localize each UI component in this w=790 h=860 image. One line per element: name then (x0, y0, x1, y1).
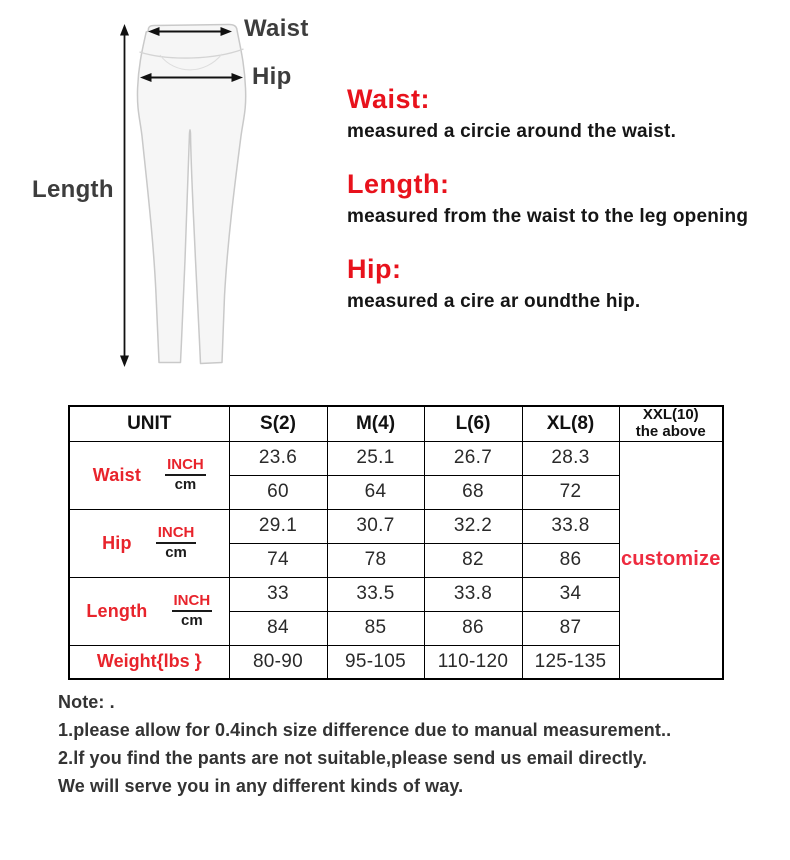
leggings-outline (137, 25, 245, 364)
waist-inch-l: 26.7 (424, 441, 522, 475)
hip-inch-xl: 33.8 (522, 509, 619, 543)
hip-cm-m: 78 (327, 543, 424, 577)
definition-waist (347, 84, 777, 144)
definition-term: Hip: (347, 253, 402, 284)
length-cm-xl: 87 (522, 611, 619, 645)
table-row (69, 441, 723, 475)
notes-title: Note: . (58, 692, 115, 712)
waist-inch-s: 23.6 (229, 441, 327, 475)
hip-cm-s: 74 (229, 543, 327, 577)
diagram-hip-label: Hip (252, 63, 292, 90)
row-label-hip: Hip (102, 532, 132, 553)
length-row-label-cell (69, 577, 229, 645)
definition-description: measured a cire ar oundthe hip. (347, 290, 641, 312)
unit-inch: INCH (165, 457, 206, 477)
row-label-waist: Waist (92, 464, 142, 485)
column-header-xxl (619, 406, 723, 441)
diagram-waist-label: Waist (244, 15, 309, 42)
waist-cm-xl: 72 (522, 475, 619, 509)
unit-inch: INCH (172, 593, 213, 613)
column-header-xxl-line2: the above (635, 422, 706, 440)
length-cm-l: 86 (424, 611, 522, 645)
hip-cm-xl: 86 (522, 543, 619, 577)
waist-inch-xl: 28.3 (522, 441, 619, 475)
row-label-length: Length (86, 600, 148, 621)
notes-line-1: 1.please allow for 0.4inch size difference due to manual measurement.. (58, 720, 672, 740)
hip-inch-s: 29.1 (229, 509, 327, 543)
hip-inch-m: 30.7 (327, 509, 424, 543)
length-inch-xl: 34 (522, 577, 619, 611)
length-inch-l: 33.8 (424, 577, 522, 611)
unit-cm: cm (174, 476, 197, 494)
length-inch-s: 33 (229, 577, 327, 611)
measurement-definitions (347, 84, 777, 338)
weight-l: 110-120 (424, 645, 522, 679)
weight-xl: 125-135 (522, 645, 619, 679)
definition-hip (347, 254, 777, 314)
row-label-weight: Weight{lbs } (69, 645, 229, 679)
notes-line-3: We will serve you in any different kinds of way. (58, 776, 464, 796)
column-header-unit: UNIT (69, 406, 229, 441)
hip-cm-l: 82 (424, 543, 522, 577)
waist-row-label-cell (69, 441, 229, 509)
size-table (68, 405, 724, 680)
column-header-m: M(4) (327, 406, 424, 441)
unit-fraction (165, 457, 206, 494)
waist-cm-m: 64 (327, 475, 424, 509)
waist-cm-s: 60 (229, 475, 327, 509)
definition-description: measured from the waist to the leg opening (347, 205, 749, 227)
unit-cm: cm (180, 612, 203, 630)
length-cm-s: 84 (229, 611, 327, 645)
notes-section (58, 688, 758, 800)
definition-term: Waist: (347, 84, 430, 114)
weight-m: 95-105 (327, 645, 424, 679)
customize-cell: customize (619, 441, 723, 679)
weight-s: 80-90 (229, 645, 327, 679)
column-header-xxl-line1: XXL(10) (642, 406, 699, 423)
table-header-row (69, 406, 723, 441)
unit-cm: cm (165, 544, 187, 562)
unit-fraction (172, 593, 213, 630)
unit-inch: INCH (156, 525, 197, 545)
column-header-s: S(2) (229, 406, 327, 441)
unit-fraction (156, 525, 197, 562)
column-header-l: L(6) (424, 406, 522, 441)
notes-line-2: 2.lf you find the pants are not suitable,please send us email directly. (58, 748, 647, 768)
length-cm-m: 85 (327, 611, 424, 645)
definition-description: measured a circie around the waist. (347, 121, 677, 143)
hip-inch-l: 32.2 (424, 509, 522, 543)
column-header-xl: XL(8) (522, 406, 619, 441)
definition-term: Length: (347, 168, 450, 199)
length-inch-m: 33.5 (327, 577, 424, 611)
hip-row-label-cell (69, 509, 229, 577)
length-arrow (120, 24, 129, 367)
waist-cm-l: 68 (424, 475, 522, 509)
diagram-length-label: Length (32, 176, 114, 203)
definition-length (347, 169, 777, 229)
waist-inch-m: 25.1 (327, 441, 424, 475)
